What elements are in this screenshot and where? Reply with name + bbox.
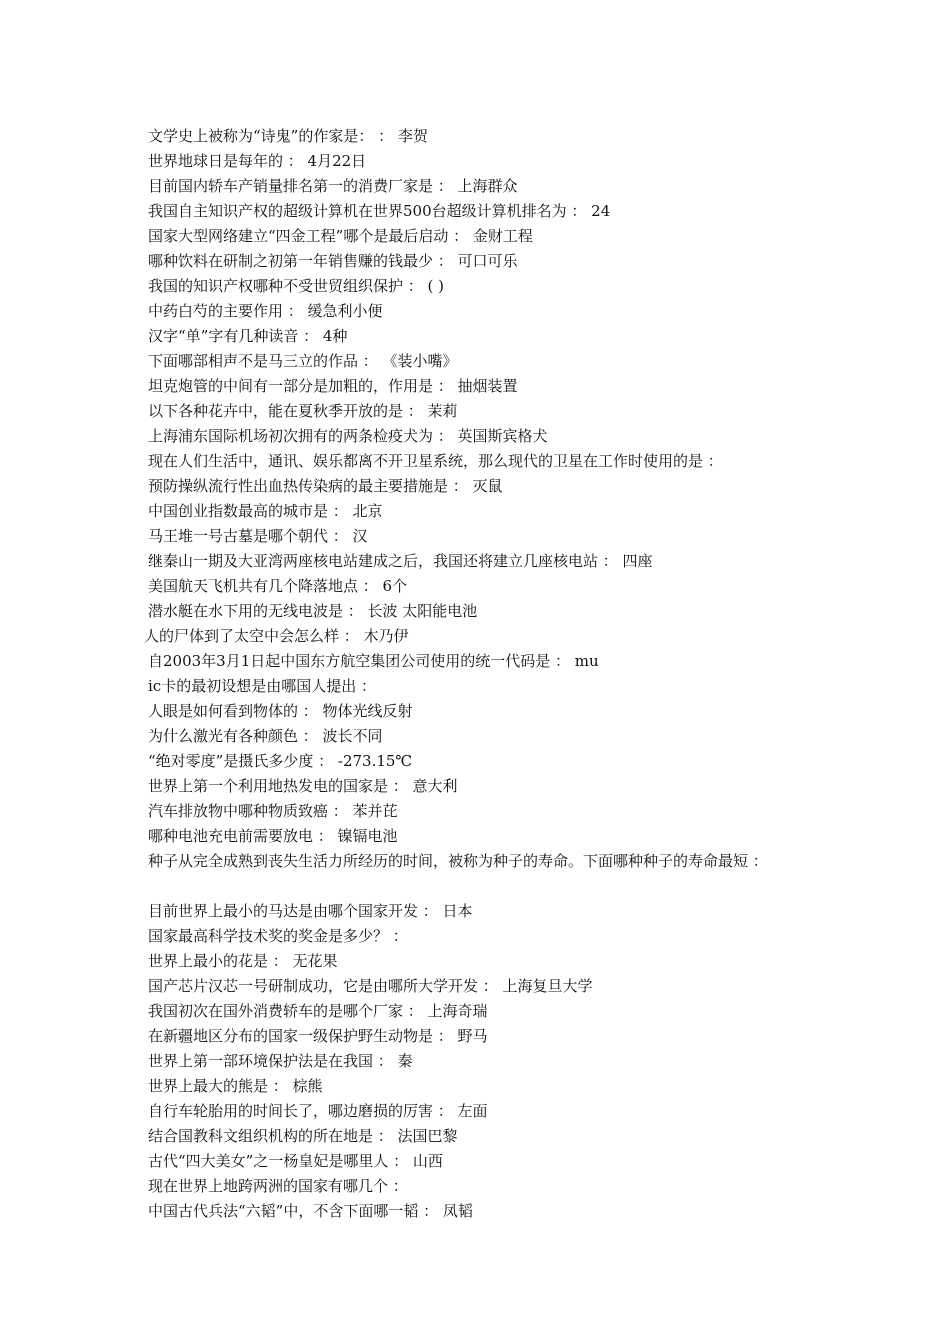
text-line: 我国的知识产权哪种不受世贸组织保护 ： ( ) (148, 277, 445, 295)
text-line: 国产芯片汉芯一号研制成功，它是由哪所大学开发 ： 上海复旦大学 (148, 977, 593, 995)
document-body (144, 124, 828, 1224)
text-line: 人眼是如何看到物体的 ： 物体光线反射 (148, 702, 413, 720)
text-line: 现在世界上地跨两洲的国家有哪几个 ： (148, 1177, 408, 1195)
text-line: 在新疆地区分布的国家一级保护野生动物是 ： 野马 (148, 1027, 488, 1045)
text-line: 古代“四大美女”之一杨皇妃是哪里人 ： 山西 (148, 1152, 443, 1170)
text-line: 国家大型网络建立“四金工程”哪个是最后启动 ： 金财工程 (148, 227, 533, 245)
text-line: 为什么激光有各种颜色 ： 波长不同 (148, 727, 383, 745)
text-line: 哪种电池充电前需要放电 ： 镍镉电池 (148, 827, 398, 845)
text-line: 继秦山一期及大亚湾两座核电站建成之后，我国还将建立几座核电站 ： 四座 (148, 552, 653, 570)
text-line: 人的尸体到了太空中会怎么样 ： 木乃伊 (144, 627, 409, 645)
text-line: ic卡的最初设想是由哪国人提出 ： (148, 677, 376, 695)
text-line: 坦克炮管的中间有一部分是加粗的，作用是 ： 抽烟装置 (148, 377, 518, 395)
text-line: 目前世界上最小的马达是由哪个国家开发 ： 日本 (148, 902, 473, 920)
text-line: 下面哪部相声不是马三立的作品 ： 《装小嘴》 (148, 352, 458, 370)
text-line: 文学史上被称为“诗鬼”的作家是： ： 李贺 (148, 127, 428, 145)
text-line: 马王堆一号古墓是哪个朝代 ： 汉 (148, 527, 368, 545)
text-line: 汽车排放物中哪种物质致癌 ： 苯并芘 (148, 802, 398, 820)
text-line: 世界上最小的花是 ： 无花果 (148, 952, 338, 970)
text-line: 结合国教科文组织机构的所在地是 ： 法国巴黎 (148, 1127, 458, 1145)
text-line: 中国古代兵法“六韬”中，不含下面哪一韬 ： 凤韬 (148, 1202, 473, 1220)
text-line: 以下各种花卉中，能在夏秋季开放的是 ： 茉莉 (148, 402, 458, 420)
text-line: 世界地球日是每年的 ： 4月22日 (148, 152, 367, 170)
text-line: 美国航天飞机共有几个降落地点 ： 6个 (148, 577, 408, 595)
text-line: 哪种饮料在研制之初第一年销售赚的钱最少 ： 可口可乐 (148, 252, 518, 270)
text-line: 自行车轮胎用的时间长了，哪边磨损的厉害 ： 左面 (148, 1102, 488, 1120)
text-line: 我国自主知识产权的超级计算机在世界500台超级计算机排名为 ： 24 (148, 202, 611, 220)
text-line: 目前国内轿车产销量排名第一的消费厂家是 ： 上海群众 (148, 177, 518, 195)
text-line: 世界上最大的熊是 ： 棕熊 (148, 1077, 323, 1095)
text-line: 中药白芍的主要作用 ： 缓急利小便 (148, 302, 383, 320)
text-line: 国家最高科学技术奖的奖金是多少？ ： (148, 927, 408, 945)
text-line: 现在人们生活中，通讯、娱乐都离不开卫星系统，那么现代的卫星在工作时使用的是 ： (148, 452, 723, 470)
text-line: 预防操纵流行性出血热传染病的最主要措施是 ： 灭鼠 (148, 477, 503, 495)
text-line: 潜水艇在水下用的无线电波是 ： 长波 太阳能电池 (148, 602, 478, 620)
text-line: 中国创业指数最高的城市是 ： 北京 (148, 502, 383, 520)
text-line: 上海浦东国际机场初次拥有的两条检疫犬为 ： 英国斯宾格犬 (148, 427, 548, 445)
text-line: 我国初次在国外消费轿车的是哪个厂家 ： 上海奇瑞 (148, 1002, 488, 1020)
text-line: “绝对零度”是摄氏多少度 ： -273.15℃ (148, 752, 413, 770)
text-line: 汉字“单”字有几种读音 ： 4种 (148, 327, 348, 345)
text-line: 自2003年3月1日起中国东方航空集团公司使用的统一代码是 ： mu (148, 652, 599, 670)
text-line: 种子从完全成熟到丧失生活力所经历的时间，被称为种子的寿命。下面哪种种子的寿命最短 ： (148, 852, 768, 870)
text-line: 世界上第一部环境保护法是在我国 ： 秦 (148, 1052, 413, 1070)
text-line: 世界上第一个利用地热发电的国家是 ： 意大利 (148, 777, 458, 795)
